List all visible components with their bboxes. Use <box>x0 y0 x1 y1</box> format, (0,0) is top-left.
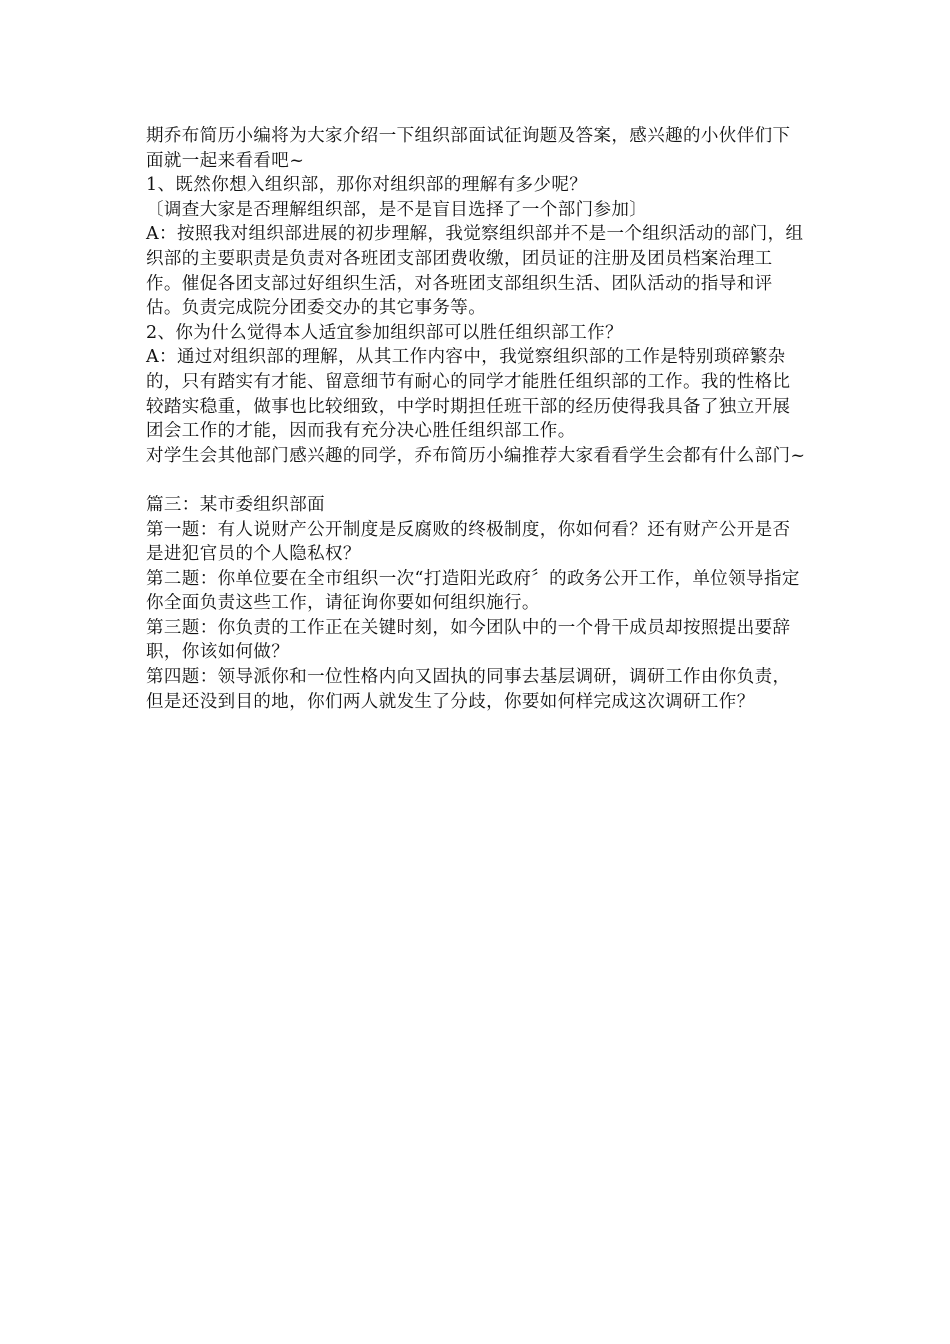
intro-paragraph: 期乔布简历小编将为大家介绍一下组织部面试征询题及答案，感兴趣的小伙伴们下面就一起来看看吧~ <box>146 126 791 171</box>
question-1-note: 〔调查大家是否理解组织部，是不是盲目选择了一个部门参加〕 <box>146 199 648 220</box>
topic-4: 第四题：领导派你和一位性格内向又固执的同事去基层调研，调研工作由你负责，但是还没到目的地，你们两人就发生了分歧，你要如何样完成这次调研工作？ <box>146 667 791 712</box>
topic-1: 第一题：有人说财产公开制度是反腐败的终极制度，你如何看？还有财产公开是否是进犯官员的个人隐私权？ <box>146 519 791 565</box>
section-title: 篇三：某市委组织部面 <box>146 494 325 515</box>
recommend-paragraph: 对学生会其他部门感兴趣的同学，乔布简历小编推荐大家看看学生会都有什么部门~ <box>146 445 806 466</box>
question-2: 2、你为什么觉得本人适宜参加组织部可以胜任组织部工作？ <box>146 322 623 343</box>
document-body <box>146 124 806 714</box>
topic-2: 第二题：你单位要在全市组织一次“打造阳光政府〞的政务公开工作，单位领导指定你全面负责这些工作，请征询你要如何组织施行。 <box>146 568 800 614</box>
topic-3: 第三题：你负责的工作正在关键时刻，如今团队中的一个骨干成员却按照提出要辞职，你该如何做？ <box>146 617 791 663</box>
answer-2: A：通过对组织部的理解，从其工作内容中，我觉察组织部的工作是特别琐碎繁杂的，只有踏实有才能、留意细节有耐心的同学才能胜任组织部的工作。我的性格比较踏实稳重，做事也比较细致，中学时期担任班干部的经历使得我具备了独立开展团会工作的才能，因而我有充分决心胜任组织部工作。 <box>146 347 791 442</box>
answer-1: A：按照我对组织部进展的初步理解，我觉察组织部并不是一个组织活动的部门，组织部的主要职责是负责对各班团支部团费收缴，团员证的注册及团员档案治理工作。催促各团支部过好组织生活，对各班团支部组织生活、团队活动的指导和评估。负责完成院分团委交办的其它事务等。 <box>146 224 804 319</box>
blank-line <box>146 468 806 493</box>
question-1: 1、既然你想入组织部，那你对组织部的理解有多少呢？ <box>146 175 588 196</box>
